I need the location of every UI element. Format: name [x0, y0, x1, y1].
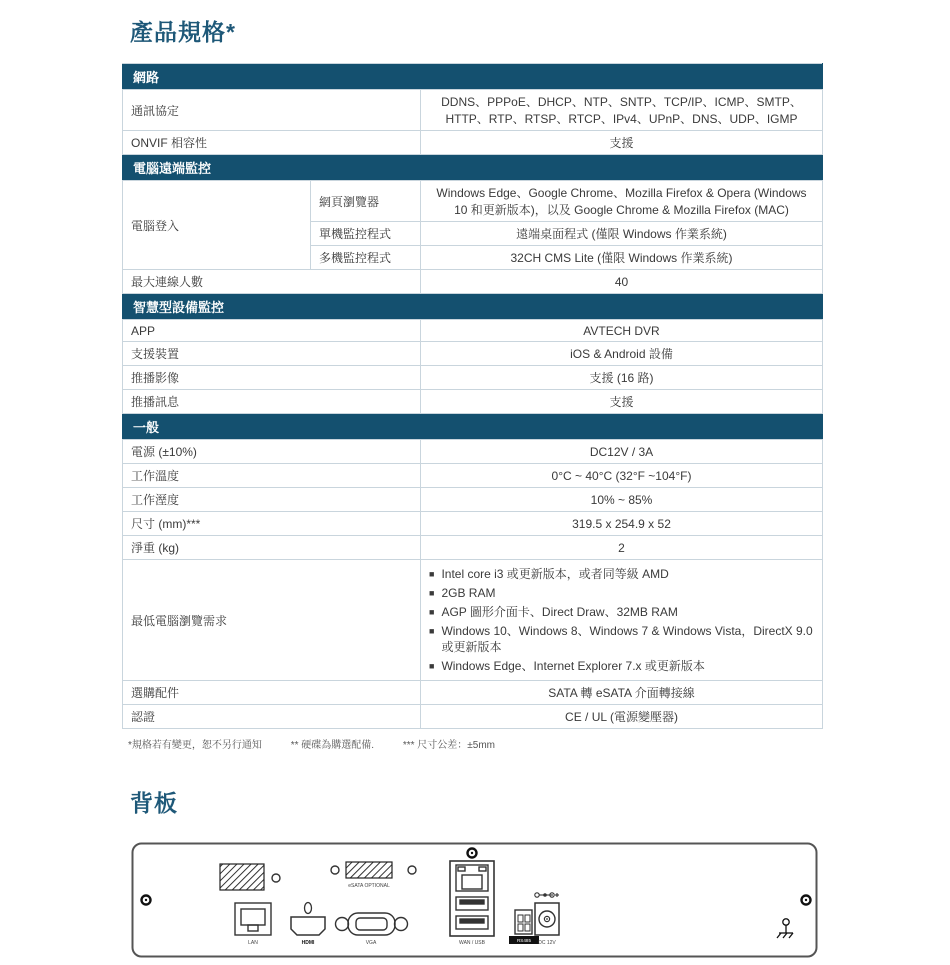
row-value: 遠端桌面程式 (僅限 Windows 作業系統) — [421, 222, 823, 246]
hdmi-label: HDMI — [301, 940, 315, 946]
bullet-icon: ■ — [429, 661, 435, 671]
list-item-text: Windows 10、Windows 8、Windows 7 & Windows Vista，DirectX 9.0 或更新版本 — [441, 624, 813, 654]
bullet-icon: ■ — [429, 607, 435, 617]
table-row — [123, 705, 823, 729]
backpanel-title: 背板 — [130, 790, 178, 816]
row-value: 支援 (16 路) — [421, 366, 823, 390]
section-header-general — [123, 414, 823, 440]
section-header-smart-device — [123, 294, 823, 320]
row-label: ONVIF 相容性 — [123, 131, 421, 155]
table-row — [123, 270, 823, 294]
row-label: 推播影像 — [123, 366, 421, 390]
footnote: ** 硬碟為購選配備. — [290, 740, 375, 751]
esata-label: eSATA OPTIONAL — [348, 883, 390, 889]
list-item-text: AGP 圖形介面卡、Direct Draw、32MB RAM — [441, 605, 678, 619]
row-label: 電腦登入 — [123, 181, 311, 270]
row-label: 選購配件 — [123, 681, 421, 705]
row-value: 40 — [421, 270, 823, 294]
section-header-label: 一般 — [123, 414, 823, 440]
table-row — [123, 131, 823, 155]
row-sublabel: 網頁瀏覽器 — [311, 181, 421, 222]
row-label: 淨重 (kg) — [123, 536, 421, 560]
row-value: 319.5 x 254.9 x 52 — [421, 512, 823, 536]
row-value: 支援 — [421, 131, 823, 155]
wan-usb-label: WAN / USB — [459, 940, 485, 946]
table-row — [123, 90, 823, 131]
screw-icon — [468, 849, 477, 858]
row-value: 支援 — [421, 390, 823, 414]
list-item — [429, 604, 814, 620]
table-row-requirements — [123, 560, 823, 681]
row-label: 尺寸 (mm)*** — [123, 512, 421, 536]
row-value: AVTECH DVR — [421, 320, 823, 342]
table-row — [123, 390, 823, 414]
list-item-text: 2GB RAM — [441, 586, 496, 600]
bullet-icon: ■ — [429, 569, 435, 579]
row-label: 工作溫度 — [123, 464, 421, 488]
row-value: 0°C ~ 40°C (32°F ~104°F) — [421, 464, 823, 488]
table-row — [123, 536, 823, 560]
footnote: *** 尺寸公差：±5mm — [402, 740, 495, 751]
footnote: *規格若有變更，恕不另行通知 — [128, 740, 262, 751]
table-row — [123, 320, 823, 342]
row-value: 32CH CMS Lite (僅限 Windows 作業系統) — [421, 246, 823, 270]
row-label: APP — [123, 320, 421, 342]
list-item-text: Windows Edge、Internet Explorer 7.x 或更新版本 — [441, 659, 705, 673]
backpanel-svg — [131, 842, 818, 960]
row-sublabel: 多機監控程式 — [311, 246, 421, 270]
table-row — [123, 181, 823, 222]
table-row — [123, 366, 823, 390]
list-item — [429, 658, 814, 674]
row-label: 最大連線人數 — [123, 270, 421, 294]
row-label: 工作溼度 — [123, 488, 421, 512]
row-label: 通訊協定 — [123, 90, 421, 131]
row-value: 2 — [421, 536, 823, 560]
page-content — [122, 14, 828, 965]
table-row — [123, 464, 823, 488]
screw-icon — [142, 896, 151, 905]
footnotes — [128, 736, 828, 751]
list-item-text: Intel core i3 或更新版本，或者同等級 AMD — [441, 567, 669, 581]
spec-table — [122, 63, 823, 729]
row-value: Windows Edge、Google Chrome、Mozilla Firefox & Opera (Windows 10 和更新版本)，以及 Google Chrome & Mozilla Firefox (MAC) — [421, 181, 823, 222]
table-row — [123, 512, 823, 536]
backpanel-diagram — [131, 842, 828, 965]
section-header-label: 網路 — [123, 64, 823, 90]
row-label: 認證 — [123, 705, 421, 729]
row-value: iOS & Android 設備 — [421, 342, 823, 366]
section-header-network — [123, 64, 823, 90]
lan-label: LAN — [248, 940, 258, 946]
row-value: CE / UL (電源變壓器) — [421, 705, 823, 729]
bullet-icon: ■ — [429, 588, 435, 598]
row-value: SATA 轉 eSATA 介面轉接線 — [421, 681, 823, 705]
list-item — [429, 585, 814, 601]
rs485-label: RS485 — [516, 938, 532, 943]
table-row — [123, 488, 823, 512]
row-label: 支援裝置 — [123, 342, 421, 366]
row-label: 電源 (±10%) — [123, 440, 421, 464]
row-sublabel: 單機監控程式 — [311, 222, 421, 246]
list-item — [429, 566, 814, 582]
section-header-label: 電腦遠端監控 — [123, 155, 823, 181]
vga-label: VGA — [365, 940, 377, 946]
dc-label: DC 12V — [538, 940, 556, 946]
requirements-list — [421, 560, 823, 681]
table-row — [123, 440, 823, 464]
row-value: DC12V / 3A — [421, 440, 823, 464]
row-value: DDNS、PPPoE、DHCP、NTP、SNTP、TCP/IP、ICMP、SMTP、HTTP、RTP、RTSP、RTCP、IPv4、UPnP、DNS、UDP、IGMP — [421, 90, 823, 131]
bullet-icon: ■ — [429, 626, 435, 636]
table-row — [123, 342, 823, 366]
table-row — [123, 681, 823, 705]
list-item — [429, 623, 814, 655]
row-value: 10% ~ 85% — [421, 488, 823, 512]
row-label: 最低電腦瀏覽需求 — [123, 560, 421, 681]
section-header-label: 智慧型設備監控 — [123, 294, 823, 320]
page-title: 產品規格* — [130, 19, 236, 45]
row-label: 推播訊息 — [123, 390, 421, 414]
screw-icon — [802, 896, 811, 905]
section-header-pc-remote — [123, 155, 823, 181]
